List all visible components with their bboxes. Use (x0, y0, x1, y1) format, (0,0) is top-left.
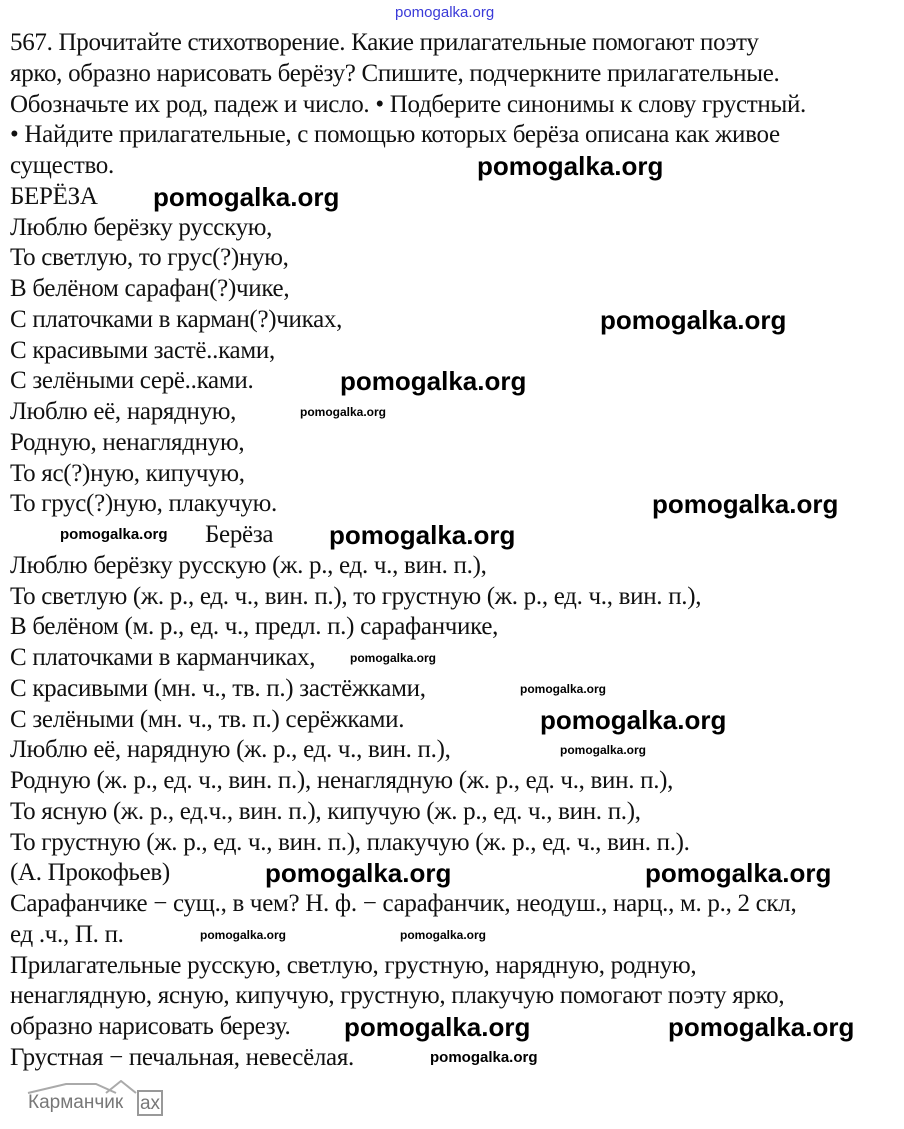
text-line: образно нарисовать березу. (10, 1013, 291, 1040)
watermark: pomogalka.org (600, 304, 787, 335)
text-line: Сарафанчике − сущ., в чем? Н. ф. − сарафанчик, неодуш., нарц., м. р., 2 скл, (10, 890, 797, 917)
text-line: С зелёными (мн. ч., тв. п.) серёжками. (10, 705, 405, 733)
text-line: • Найдите прилагательные, с помощью которых берёза описана как живое (10, 121, 780, 149)
text-line: Люблю берёзку русскую, (10, 213, 273, 241)
text-line: То светлую (ж. р., ед. ч., вин. п.), то грустную (ж. р., ед. ч., вин. п.), (10, 582, 702, 610)
watermark: pomogalka.org (60, 526, 168, 543)
text-line: ненаглядную, ясную, кипучую, грустную, плакучую помогают поэту ярко, (10, 982, 785, 1010)
watermark: pomogalka.org (340, 366, 527, 397)
text-line: В белёном сарафан(?)чике, (10, 275, 290, 302)
text-line: Родную, ненаглядную, (10, 428, 245, 456)
karmanchikah-logo (26, 1080, 166, 1120)
text-line: В белёном (м. р., ед. ч., предл. п.) сарафанчике, (10, 613, 499, 641)
text-line: То грустную (ж. р., ед. ч., вин. п.), плакучую (ж. р., ед. ч., вин. п.). (10, 828, 690, 856)
text-line: Люблю берёзку русскую (ж. р., ед. ч., вин. п.), (10, 551, 487, 579)
logo-suffix: ах (137, 1090, 163, 1116)
text-line: БЕРЁЗА (10, 182, 98, 210)
text-line: Люблю её, нарядную, (10, 398, 237, 425)
text-line: ярко, образно нарисовать берёзу? Спишите, подчеркните прилагательные. (10, 59, 780, 87)
text-line: То яс(?)ную, кипучую, (10, 459, 245, 487)
text-line: То ясную (ж. р., ед.ч., вин. п.), кипучую (ж. р., ед. ч., вин. п.), (10, 797, 641, 825)
text-line: Грустная − печальная, невесёлая. (10, 1043, 355, 1071)
text-line: С платочками в карманчиках, (10, 644, 316, 671)
watermark: pomogalka.org (652, 489, 839, 520)
watermark: pomogalka.org (153, 181, 340, 212)
text-line: ед .ч., П. п. (10, 920, 124, 948)
text-line: Прилагательные русскую, светлую, грустную, нарядную, родную, (10, 951, 697, 979)
text-line: Обозначьте их род, падеж и число. • Подберите синонимы к слову грустный. (10, 90, 807, 118)
watermark: pomogalka.org (430, 1048, 538, 1066)
watermark: pomogalka.org (300, 405, 387, 419)
text-line: С красивыми застё..ками, (10, 336, 275, 364)
text-line: Люблю её, нарядную (ж. р., ед. ч., вин. п.), (10, 736, 451, 764)
watermark: pomogalka.org (668, 1012, 855, 1042)
text-line: 567. Прочитайте стихотворение. Какие прилагательные помогают поэту (10, 29, 759, 56)
text-line: существо. (10, 152, 114, 179)
text-line: С платочками в карман(?)чиках, (10, 305, 343, 333)
watermark: pomogalka.org (350, 651, 437, 665)
watermark: pomogalka.org (560, 743, 647, 758)
text-line: (А. Прокофьев) (10, 859, 170, 887)
watermark: pomogalka.org (265, 858, 452, 889)
watermark: pomogalka.org (400, 927, 487, 942)
watermark: pomogalka.org (395, 4, 495, 21)
text-line: С красивыми (мн. ч., тв. п.) застёжками, (10, 674, 426, 702)
text-line: С зелёными серё..ками. (10, 367, 254, 395)
watermark: pomogalka.org (520, 681, 607, 696)
text-line: Берёза (205, 521, 274, 548)
watermark: pomogalka.org (477, 151, 664, 181)
watermark: pomogalka.org (344, 1012, 531, 1042)
text-line: Родную (ж. р., ед. ч., вин. п.), ненаглядную (ж. р., ед. ч., вин. п.), (10, 767, 674, 794)
watermark: pomogalka.org (540, 704, 727, 735)
watermark: pomogalka.org (329, 520, 516, 550)
text-line: То грус(?)ную, плакучую. (10, 490, 278, 518)
logo-word: Карманчик (28, 1092, 124, 1113)
watermark: pomogalka.org (645, 858, 832, 889)
watermark: pomogalka.org (200, 927, 287, 942)
text-line: То светлую, то грус(?)ную, (10, 244, 289, 272)
